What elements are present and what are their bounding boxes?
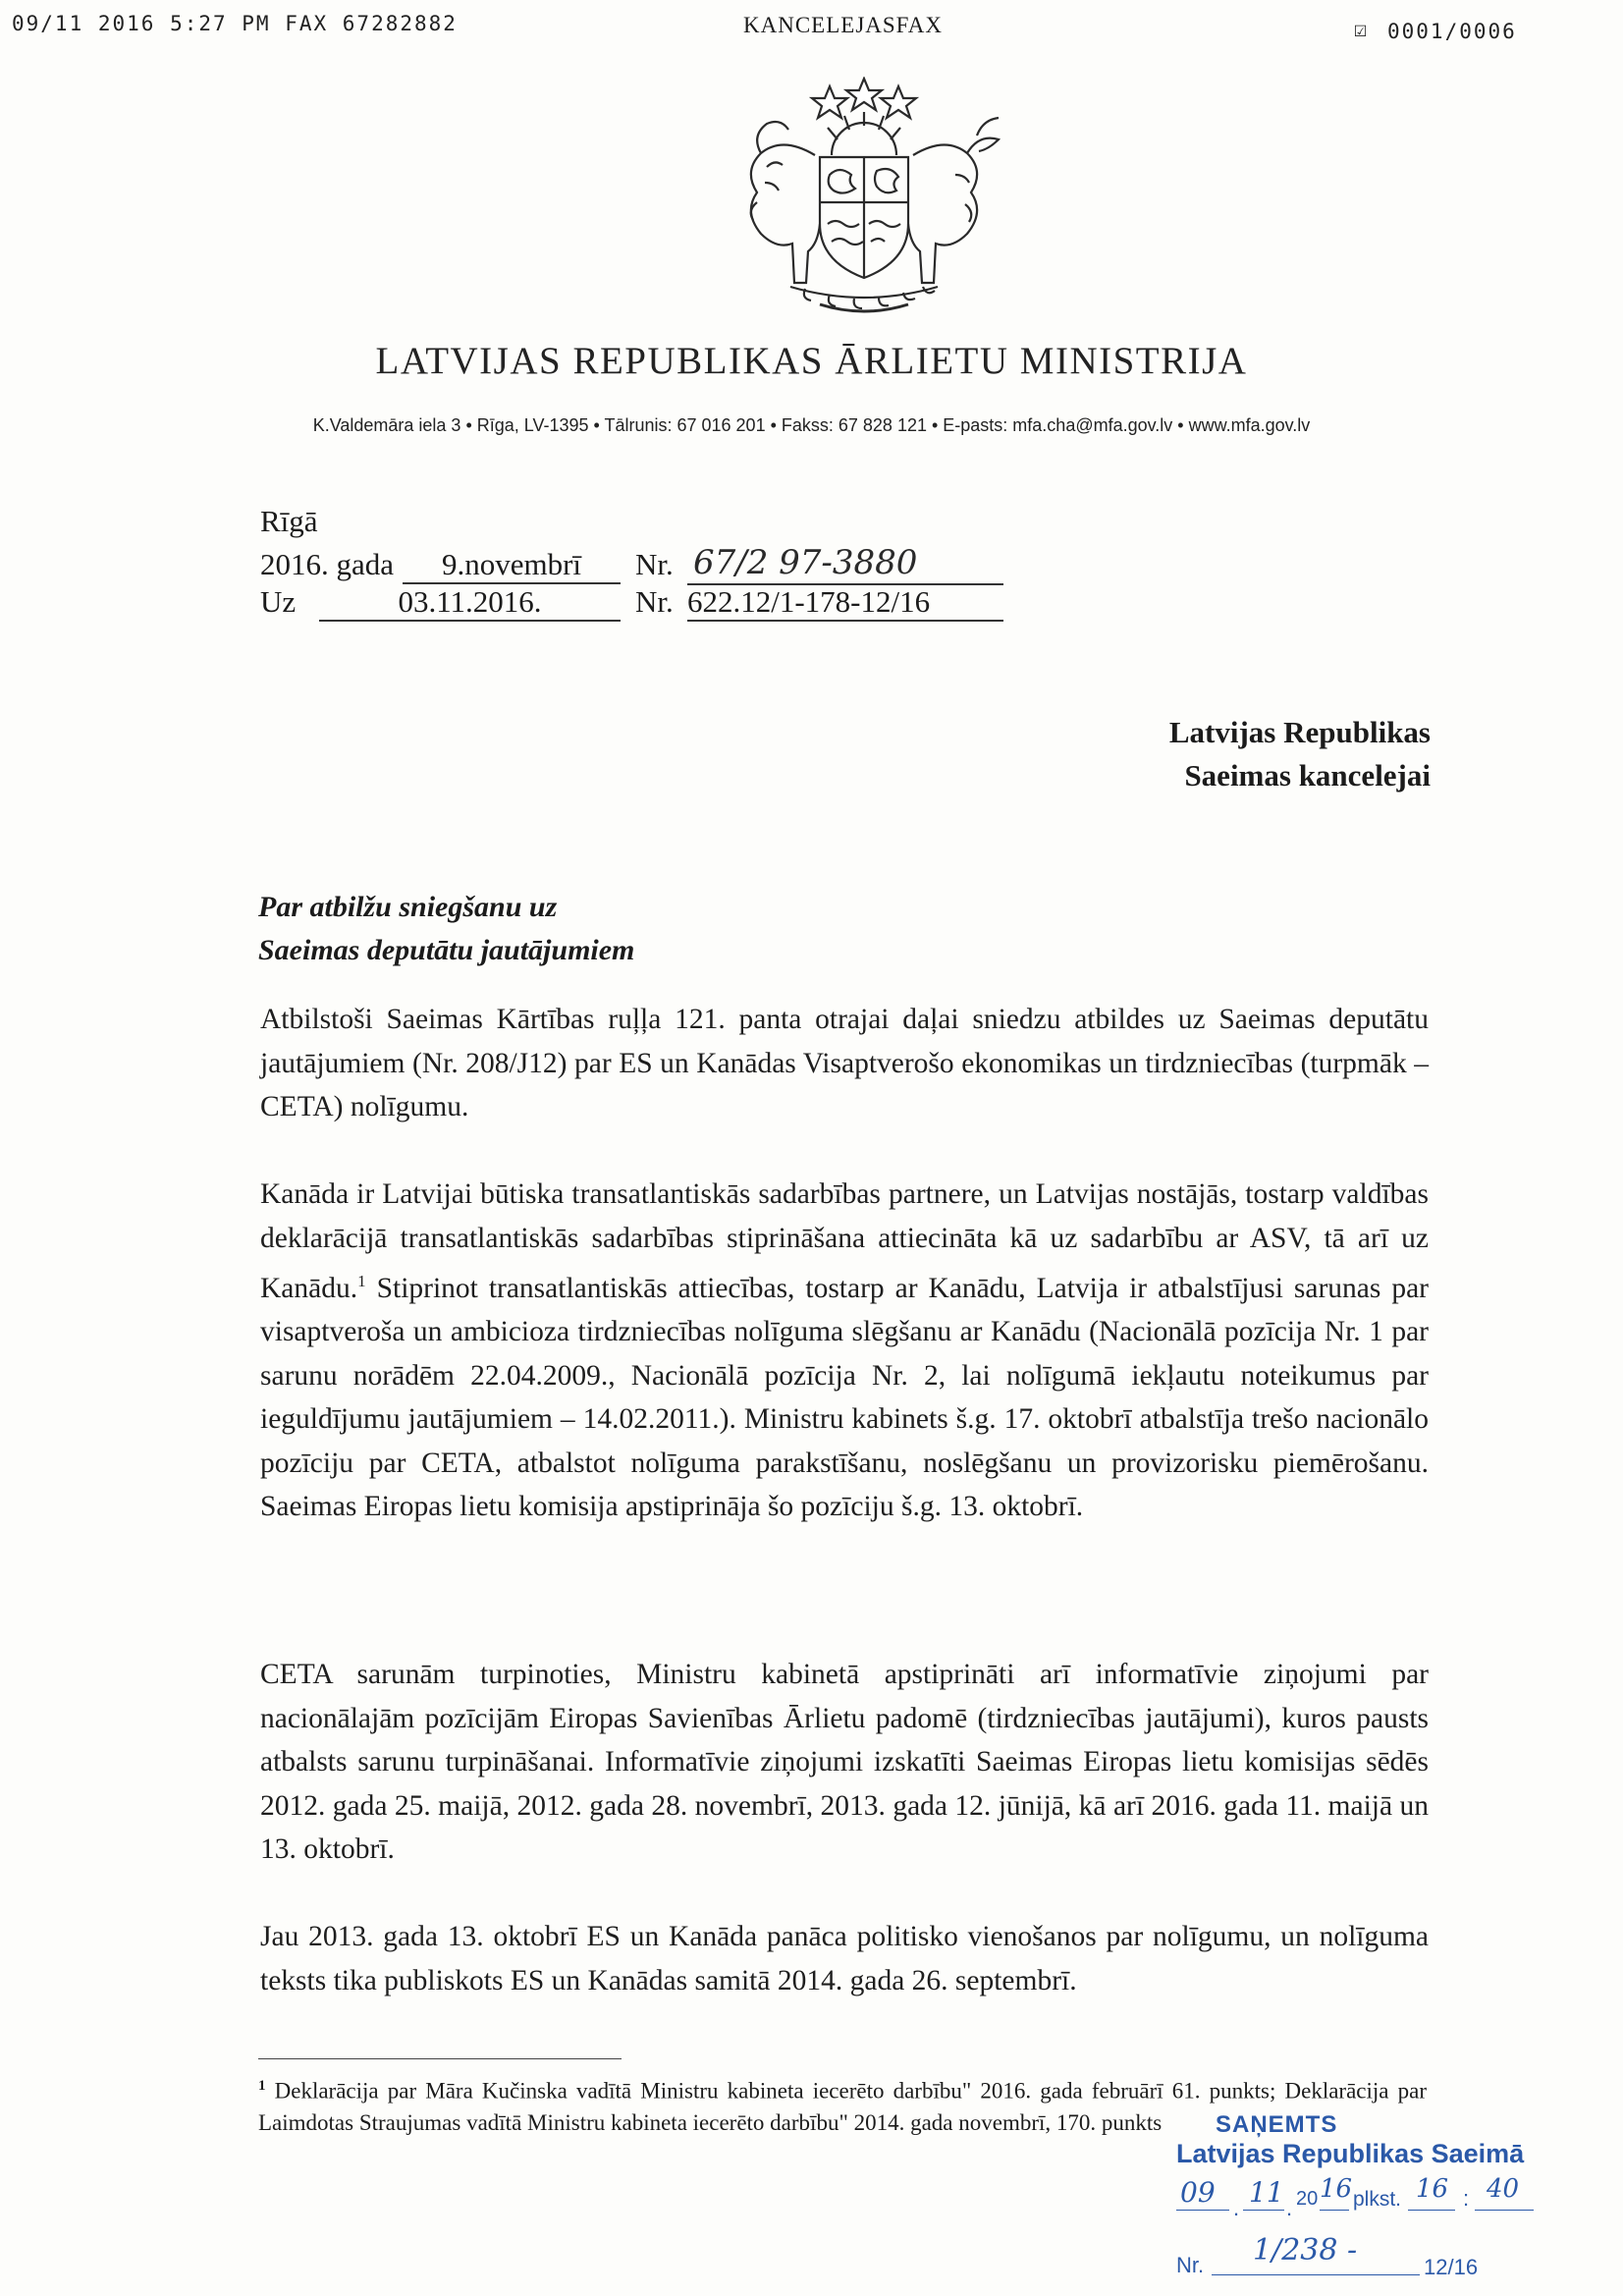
document-number: 67/2 97-3880	[693, 543, 918, 582]
document-date: 9.novembrī	[403, 547, 621, 584]
fax-page-counter: 0001/0006	[1387, 20, 1517, 43]
place-of-issue: Rīgā	[260, 504, 318, 538]
stamp-time-label: plkst.	[1353, 2188, 1402, 2211]
addressee	[1169, 711, 1431, 797]
fax-checkbox-icon: ☑	[1354, 18, 1370, 42]
fax-sender-name: KANCELEJASFAX	[743, 13, 943, 37]
stamp-month: 11	[1249, 2176, 1284, 2209]
paragraph-1: Atbilstoši Saeimas Kārtības ruļļa 121. panta otrajai daļai sniedzu atbildes uz Saeimas deputātu jautājumiem (Nr. 208/J12) par ES un Kanādas Visaptverošo ekonomikas un tirdzniecības (turpmāk – CETA) nolīgumu.	[260, 1004, 1429, 1122]
fax-transmission-line: 09/11 2016 5:27 PM FAX 67282882	[12, 12, 458, 35]
nr-label: Nr.	[635, 547, 674, 581]
ministry-contact-line: K.Valdemāra iela 3 • Rīga, LV-1395 • Tālrunis: 67 016 201 • Fakss: 67 828 121 • E-pasts: mfa.cha@mfa.gov.lv • www.mfa.gov.lv	[312, 415, 1311, 435]
year-label: 2016. gada	[260, 547, 395, 581]
paragraph-4: Jau 2013. gada 13. oktobrī ES un Kanāda panāca politisko vienošanos par nolīgumu, un nolīguma teksts tika publiskots ES un Kanādas samitā 2014. gada 26. septembrī.	[260, 1921, 1429, 1996]
received-stamp	[1168, 2111, 1561, 2288]
paragraph-2-part-2: Stiprinot transatlantiskās attiecības, tostarp ar Kanādu, Latvija ir atbalstījusi sarunas par visaptveroša un ambicioza tirdzniecības nolīguma slēgšanu ar Kanādu (Nacionālā pozīcija Nr. 1 par sarunu norādēm 22.04.2009., Nacionālā pozīcija Nr. 2, lai nolīgumā iekļautu noteikumus par ieguldījumu jautājumiem – 14.02.2011.). Ministru kabinets š.g. 17. oktobrī atbalstīja trešo nacionālo pozīciju par CETA, atbalstot nolīguma parakstīšanu, noslēgšanu un provizorisku piemērošanu. Saeimas Eiropas lietu komisija apstiprināja šo pozīciju š.g. 13. oktobrī.	[260, 1272, 1429, 1523]
stamp-year-suffix: 16	[1320, 2174, 1353, 2204]
footnote-marker: 1	[258, 2078, 266, 2094]
document-number-field	[687, 543, 1003, 585]
reply-date: 03.11.2016.	[319, 584, 621, 622]
paragraph-2	[260, 1173, 1429, 1529]
stamp-minute: 40	[1487, 2174, 1520, 2204]
stamp-number-line	[1176, 2229, 1549, 2280]
addressee-line-1: Latvijas Republikas	[1168, 715, 1431, 749]
subject-heading	[258, 886, 634, 972]
stamp-year-prefix: 20	[1296, 2188, 1319, 2210]
footnote-divider	[258, 2058, 622, 2059]
stamp-title: SAŅEMTS	[1216, 2111, 1338, 2138]
stamp-nr-label: Nr.	[1176, 2253, 1205, 2277]
addressee-line-2: Saeimas kancelejai	[1184, 758, 1431, 793]
subject-line-2: Saeimas deputātu jautājumiem	[258, 934, 635, 966]
stamp-date-line: 09 . 11 . 20 16 plkst. 16 : 40	[1176, 2174, 1549, 2223]
paragraph-2-part-1: Kanāda ir Latvijai būtiska transatlantiskās sadarbības partnere, un Latvijas nostājās, tostarp valdības deklarācijā transatlantiskās sadarbības stiprināšana attiecināta kā uz sadarbību ar ASV, tā arī uz Kanādu.	[260, 1178, 1429, 1304]
footnote-text: Deklarācija par Māra Kučinska vadītā Ministru kabineta iecerēto darbību" 2016. gada februārī 61. punkts; Deklarācija par Laimdotas Straujumas vadītā Ministru kabineta iecerēto darbību" 2014. gada novembrī, 170. punkts	[258, 2078, 1428, 2135]
paragraph-3: CETA sarunām turpinoties, Ministru kabinetā apstiprināti arī informatīvie ziņojumi par nacionālajām pozīcijām Eiropas Savienības Ārlietu padomē (tirdzniecības jautājumi), kuros pausts atbalsts sarunu turpināšanai. Informatīvie ziņojumi izskatīti Saeimas Eiropas lietu komisijas sēdēs 2012. gada 25. maijā, 2012. gada 28. novembrī, 2013. gada 12. jūnijā, kā arī 2016. gada 11. maijā un 13. oktobrī.	[260, 1659, 1429, 1865]
stamp-organization: Latvijas Republikas Saeimā	[1176, 2139, 1525, 2168]
stamp-number-suffix: 12/16	[1424, 2255, 1479, 2279]
coat-of-arms-icon	[722, 77, 1006, 322]
reply-number: 622.12/1-178-12/16	[687, 584, 1003, 622]
reply-nr-label: Nr.	[635, 584, 674, 619]
stamp-number: 1/238 -	[1253, 2233, 1358, 2268]
subject-line-1: Par atbilžu sniegšanu uz	[258, 891, 558, 923]
footnote-reference: 1	[357, 1272, 366, 1290]
stamp-hour: 16	[1416, 2174, 1449, 2204]
reply-label: Uz	[260, 584, 297, 619]
ministry-name: LATVIJAS REPUBLIKAS ĀRLIETU MINISTRIJA	[375, 340, 1248, 382]
stamp-day: 09	[1180, 2176, 1216, 2209]
